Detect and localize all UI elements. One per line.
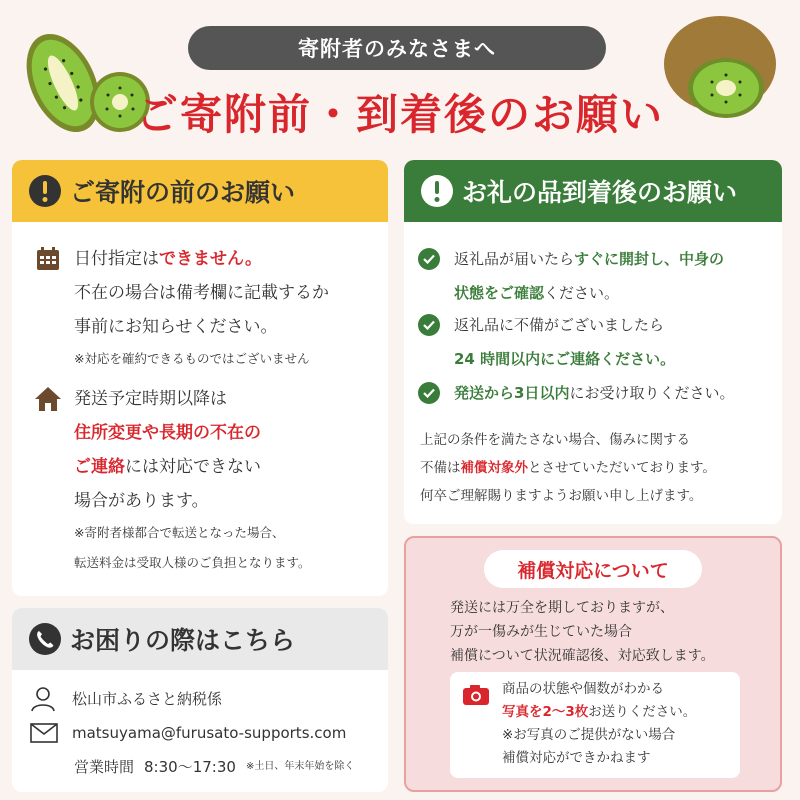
compensation-text [450, 596, 715, 668]
ship-line4: 場合があります。 [74, 491, 209, 511]
comp-b2a: 写真を2〜3枚 [502, 704, 589, 720]
check-circle-icon [418, 248, 440, 270]
cond2c: とさせていただいております。 [528, 460, 716, 476]
date-note: ※対応を確約できるものではございません [74, 351, 310, 366]
email-row [30, 716, 346, 750]
check-item-receive [418, 376, 734, 410]
after-card-header [404, 160, 782, 222]
ship-line3b: には対応できない [125, 457, 261, 477]
photo-request-box [450, 672, 740, 778]
c1d: ください。 [544, 284, 620, 302]
c1b: すぐに開封し、中身の [574, 250, 725, 268]
after-arrival-card [404, 160, 782, 524]
mail-icon [30, 723, 58, 743]
cond2b: 補償対象外 [460, 460, 528, 476]
hours-note: ※土日、年末年始を除く [245, 761, 355, 772]
office-name: 松山市ふるさと納税係 [72, 690, 223, 708]
conditions-text [420, 426, 716, 510]
page-title: ご寄附前・到着後のお願い [135, 90, 664, 139]
date-notice [36, 242, 329, 374]
before-card-title: ご寄附の前のお願い [70, 178, 296, 207]
date-line1b: できません。 [159, 249, 263, 269]
email-link[interactable]: matsuyama@furusato-supports.com [72, 724, 347, 742]
contact-card-title: お困りの際はこちら [70, 626, 296, 655]
ship-line3a: ご連絡 [74, 457, 125, 477]
calendar-icon [36, 247, 60, 271]
exclamation-icon [420, 174, 454, 208]
check-circle-icon [418, 314, 440, 336]
hours-label: 営業時間 [74, 758, 135, 776]
check-item-open [418, 242, 724, 310]
shipping-notice [34, 382, 311, 578]
c3a: 発送から3日以内 [454, 384, 570, 402]
c2a: 返礼品に不備がございましたら [454, 316, 665, 334]
check-circle-icon [418, 382, 440, 404]
comp-b4: 補償対応ができかねます [502, 750, 651, 766]
ship-line1: 発送予定時期以降は [74, 389, 227, 409]
date-line1a: 日付指定は [74, 249, 159, 269]
cond1: 上記の条件を満たさない場合、傷みに関する [420, 432, 690, 448]
ship-note2: 転送料金は受取人様のご負担となります。 [74, 555, 311, 570]
comp-l1: 発送には万全を期しておりますが、 [450, 600, 674, 616]
compensation-title: 補償対応について [484, 550, 702, 588]
audience-pill: 寄附者のみなさまへ [188, 26, 606, 70]
compensation-card [404, 536, 782, 792]
comp-l3: 補償について状況確認後、対応致します。 [450, 648, 715, 664]
contact-card [12, 608, 388, 792]
c2b: 24 時間以内にご連絡ください。 [454, 350, 676, 368]
exclamation-icon [28, 174, 62, 208]
c3b: にお受け取りください。 [569, 384, 735, 402]
house-icon [34, 386, 62, 412]
contact-card-header [12, 608, 388, 670]
date-line3: 事前にお知らせください。 [74, 317, 278, 337]
office-row [30, 682, 222, 716]
ship-note1: ※寄附者様都合で転送となった場合、 [74, 525, 285, 540]
comp-b1: 商品の状態や個数がわかる [502, 681, 664, 697]
camera-icon [462, 684, 490, 706]
phone-icon [28, 622, 62, 656]
comp-b2b: お送りください。 [588, 704, 697, 720]
cond2a: 不備は [420, 460, 461, 476]
person-icon [30, 686, 56, 712]
before-donation-card [12, 160, 388, 596]
after-card-title: お礼の品到着後のお願い [462, 178, 738, 207]
date-line2: 不在の場合は備考欄に記載するか [74, 283, 329, 303]
comp-l2: 万が一傷みが生じていた場合 [450, 624, 632, 640]
cond3: 何卒ご理解賜りますようお願い申し上げます。 [420, 488, 703, 504]
check-item-report [418, 308, 675, 376]
c1c: 状態をご確認 [454, 284, 545, 302]
hours-value: 8:30〜17:30 [144, 758, 236, 776]
hours-row [74, 750, 354, 784]
before-card-header [12, 160, 388, 222]
ship-line2: 住所変更や長期の不在の [74, 423, 261, 443]
c1a: 返礼品が届いたら [454, 250, 575, 268]
comp-b3: ※お写真のご提供がない場合 [502, 727, 676, 743]
